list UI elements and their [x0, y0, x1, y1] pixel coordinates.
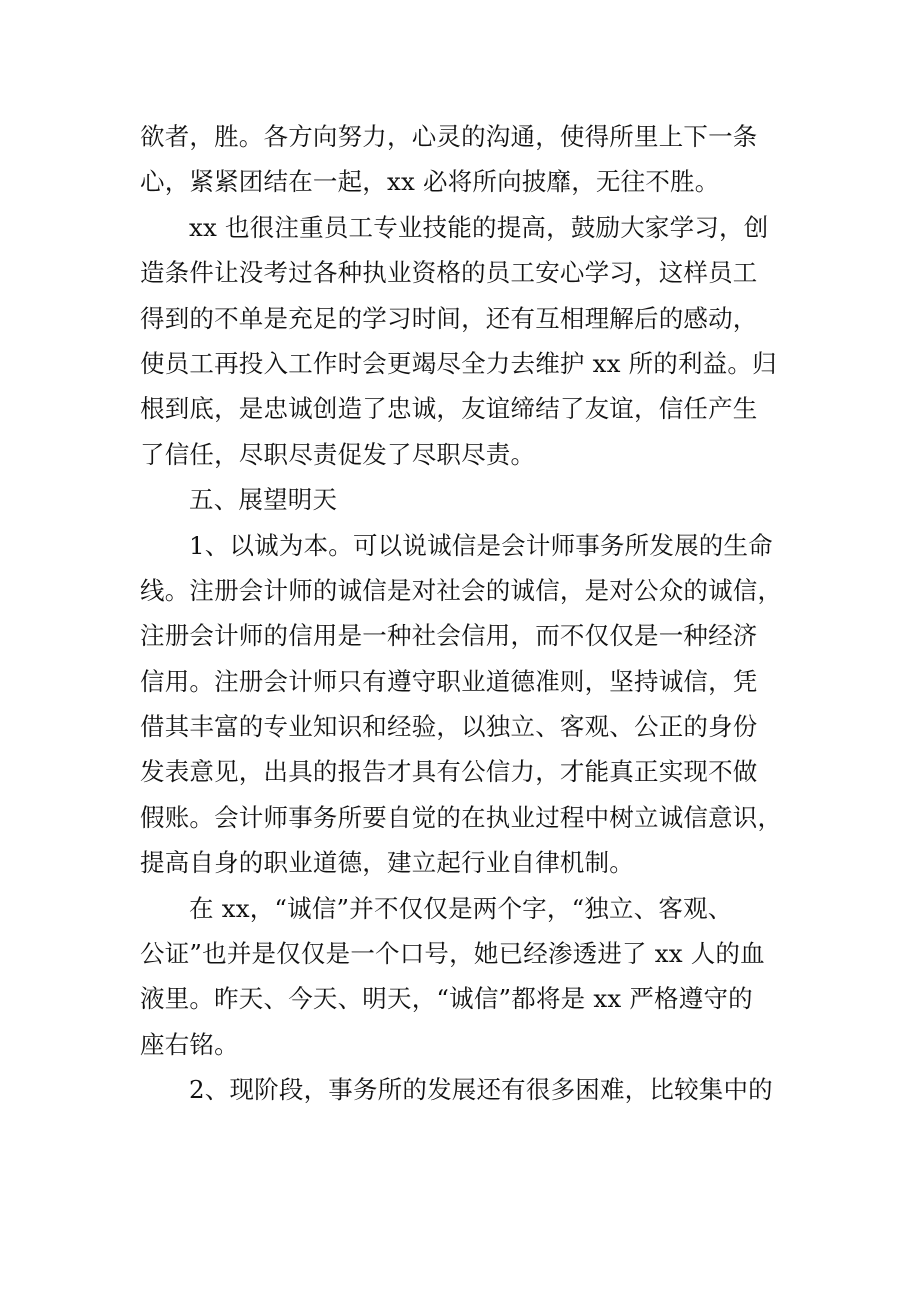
text-line: 欲者，胜。各方向努力，心灵的沟通，使得所里上下一条: [140, 122, 758, 151]
text-line: 线。注册会计师的诚信是对社会的诚信，是对公众的诚信，: [140, 575, 783, 605]
text-line: 公证”也并是仅仅是一个口号，她已经渗透进了 xx 人的血: [140, 939, 765, 969]
text-line: 得到的不单是充足的学习时间，还有互相理解后的感动，: [140, 303, 758, 333]
section-heading: 五、展望明天: [189, 485, 338, 515]
text-line: xx 也很注重员工专业技能的提高，鼓励大家学习，创: [189, 212, 769, 242]
text-line: 1、以诚为本。可以说诚信是会计师事务所发展的生命: [189, 530, 773, 560]
text-line: 2、现阶段，事务所的发展还有很多困难，比较集中的: [189, 1075, 773, 1105]
text-line: 造条件让没考过各种执业资格的员工安心学习，这样员工: [140, 258, 758, 288]
text-line: 发表意见，出具的报告才具有公信力，才能真正实现不做: [140, 757, 758, 787]
text-line: 借其丰富的专业知识和经验，以独立、客观、公正的身份: [140, 712, 758, 742]
text-line: 提高自身的职业道德，建立起行业自律机制。: [140, 848, 634, 878]
text-line: 液里。昨天、今天、明天，“诚信”都将是 xx 严格遵守的: [140, 984, 753, 1014]
text-line: 了信任，尽职尽责促发了尽职尽责。: [140, 439, 536, 469]
text-line: 使员工再投入工作时会更竭尽全力去维护 xx 所的利益。归: [140, 348, 777, 378]
text-line: 在 xx，“诚信”并不仅仅是两个字，“独立、客观、: [189, 893, 733, 923]
document-body: [140, 114, 783, 1113]
text-line: 根到底，是忠诚创造了忠诚，友谊缔结了友谊，信任产生: [140, 394, 758, 424]
text-line: 心，紧紧团结在一起，xx 必将所向披靡，无往不胜。: [140, 167, 720, 197]
text-line: 注册会计师的信用是一种社会信用，而不仅仅是一种经济: [140, 621, 758, 651]
text-line: 信用。注册会计师只有遵守职业道德准则，坚持诚信，凭: [140, 666, 758, 696]
text-line: 假账。会计师事务所要自觉的在执业过程中树立诚信意识，: [140, 802, 783, 832]
text-line: 座右铭。: [140, 1029, 239, 1059]
